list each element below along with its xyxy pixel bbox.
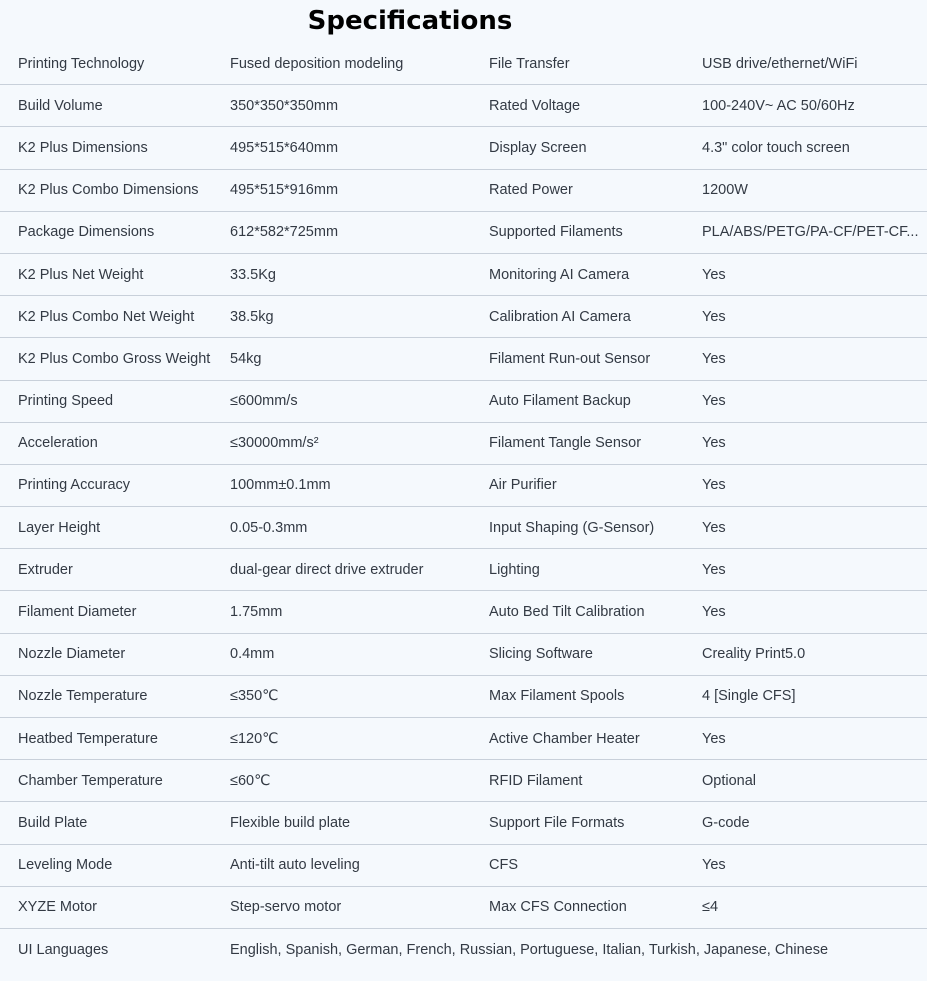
spec-value: Yes bbox=[702, 519, 726, 536]
spec-value: ≤4 bbox=[702, 899, 719, 916]
spec-label: Active Chamber Heater bbox=[489, 730, 640, 747]
spec-row bbox=[0, 465, 927, 507]
spec-label: XYZE Motor bbox=[18, 899, 97, 916]
spec-label: Acceleration bbox=[18, 435, 98, 452]
spec-value: Flexible build plate bbox=[230, 814, 351, 831]
spec-row bbox=[0, 549, 927, 591]
spec-value: 495*515*916mm bbox=[230, 182, 339, 199]
spec-value: 54kg bbox=[230, 350, 262, 367]
spec-row bbox=[0, 802, 927, 844]
spec-row bbox=[0, 634, 927, 676]
spec-value: 612*582*725mm bbox=[230, 224, 339, 241]
spec-row bbox=[0, 676, 927, 718]
spec-row bbox=[0, 43, 927, 85]
spec-value: Yes bbox=[702, 857, 726, 874]
spec-label: Printing Accuracy bbox=[18, 477, 131, 494]
spec-value: Yes bbox=[702, 435, 726, 452]
spec-label: Monitoring AI Camera bbox=[489, 266, 630, 283]
spec-label: K2 Plus Combo Gross Weight bbox=[18, 350, 211, 367]
spec-value: 4.3" color touch screen bbox=[702, 139, 850, 156]
spec-label: Filament Run-out Sensor bbox=[489, 350, 651, 367]
spec-label: Filament Tangle Sensor bbox=[489, 435, 642, 452]
spec-row bbox=[0, 423, 927, 465]
spec-value: Yes bbox=[702, 561, 726, 578]
spec-value: ≤60℃ bbox=[230, 772, 271, 789]
spec-value: Yes bbox=[702, 266, 726, 283]
spec-label: Chamber Temperature bbox=[18, 772, 163, 789]
page-title: Specifications bbox=[307, 6, 513, 36]
spec-label: UI Languages bbox=[18, 942, 109, 959]
spec-value: ≤350℃ bbox=[230, 688, 279, 705]
spec-row bbox=[0, 381, 927, 423]
spec-value: Yes bbox=[702, 350, 726, 367]
spec-label: K2 Plus Combo Dimensions bbox=[18, 182, 199, 199]
spec-label: Nozzle Temperature bbox=[18, 688, 148, 705]
spec-row bbox=[0, 296, 927, 338]
spec-row bbox=[0, 887, 927, 929]
spec-value: ≤600mm/s bbox=[230, 393, 298, 410]
spec-value: 1200W bbox=[702, 182, 748, 199]
spec-row bbox=[0, 254, 927, 296]
spec-row bbox=[0, 507, 927, 549]
spec-value: ≤120℃ bbox=[230, 730, 279, 747]
spec-label: Extruder bbox=[18, 561, 73, 578]
spec-row bbox=[0, 591, 927, 633]
spec-value: USB drive/ethernet/WiFi bbox=[702, 55, 858, 72]
spec-table bbox=[0, 43, 927, 971]
spec-label: Calibration AI Camera bbox=[489, 308, 631, 325]
spec-value: 4 [Single CFS] bbox=[702, 688, 796, 705]
spec-label: Nozzle Diameter bbox=[18, 646, 126, 663]
spec-label: Printing Speed bbox=[18, 393, 114, 410]
spec-value: 33.5Kg bbox=[230, 266, 276, 283]
spec-value: Creality Print5.0 bbox=[702, 646, 806, 663]
spec-value: Yes bbox=[702, 308, 726, 325]
spec-label: Printing Technology bbox=[18, 55, 145, 72]
spec-label: Auto Filament Backup bbox=[489, 393, 631, 410]
spec-label: K2 Plus Net Weight bbox=[18, 266, 144, 283]
spec-label: Display Screen bbox=[489, 139, 587, 156]
spec-label: File Transfer bbox=[489, 55, 570, 72]
spec-value: Step-servo motor bbox=[230, 899, 342, 916]
spec-value: ≤30000mm/s² bbox=[230, 435, 319, 452]
spec-value: Yes bbox=[702, 730, 726, 747]
spec-label: Rated Power bbox=[489, 182, 573, 199]
spec-label: CFS bbox=[489, 857, 518, 874]
spec-label: Build Volume bbox=[18, 97, 103, 114]
spec-row bbox=[0, 338, 927, 380]
spec-label: Air Purifier bbox=[489, 477, 557, 494]
spec-row bbox=[0, 845, 927, 887]
spec-value: Anti-tilt auto leveling bbox=[230, 857, 360, 874]
spec-label: Rated Voltage bbox=[489, 97, 581, 114]
spec-row bbox=[0, 85, 927, 127]
spec-value: 100mm±0.1mm bbox=[230, 477, 331, 494]
spec-value: 0.4mm bbox=[230, 646, 275, 663]
spec-label: Support File Formats bbox=[489, 814, 625, 831]
spec-value: Optional bbox=[702, 772, 757, 789]
spec-label: Lighting bbox=[489, 561, 540, 578]
spec-label: Leveling Mode bbox=[18, 857, 113, 874]
spec-row bbox=[0, 127, 927, 169]
spec-value: Yes bbox=[702, 393, 726, 410]
spec-label: K2 Plus Dimensions bbox=[18, 139, 148, 156]
spec-value: Yes bbox=[702, 604, 726, 621]
spec-value: Yes bbox=[702, 477, 726, 494]
spec-row bbox=[0, 718, 927, 760]
spec-label: Layer Height bbox=[18, 519, 101, 536]
spec-label: RFID Filament bbox=[489, 772, 583, 789]
spec-value: PLA/ABS/PETG/PA-CF/PET-CF... bbox=[702, 224, 919, 241]
spec-label: Filament Diameter bbox=[18, 604, 137, 621]
spec-row bbox=[0, 760, 927, 802]
spec-label: Package Dimensions bbox=[18, 224, 155, 241]
spec-value: G-code bbox=[702, 814, 750, 831]
spec-label: Build Plate bbox=[18, 814, 88, 831]
spec-value: English, Spanish, German, French, Russian, Portuguese, Italian, Turkish, Japanese, Chinese bbox=[230, 942, 829, 959]
spec-value: 100-240V~ AC 50/60Hz bbox=[702, 97, 855, 114]
spec-label: Max Filament Spools bbox=[489, 688, 625, 705]
spec-value: 38.5kg bbox=[230, 308, 274, 325]
spec-row-ui-languages bbox=[0, 929, 927, 971]
spec-value: dual-gear direct drive extruder bbox=[230, 561, 424, 578]
spec-label: Max CFS Connection bbox=[489, 899, 627, 916]
spec-label: Auto Bed Tilt Calibration bbox=[489, 604, 645, 621]
spec-label: Heatbed Temperature bbox=[18, 730, 158, 747]
spec-row bbox=[0, 170, 927, 212]
spec-value: 0.05-0.3mm bbox=[230, 519, 308, 536]
spec-value: 1.75mm bbox=[230, 604, 283, 621]
spec-label: Input Shaping (G-Sensor) bbox=[489, 519, 655, 536]
spec-label: K2 Plus Combo Net Weight bbox=[18, 308, 195, 325]
spec-label: Supported Filaments bbox=[489, 224, 623, 241]
spec-value: 350*350*350mm bbox=[230, 97, 339, 114]
spec-row bbox=[0, 212, 927, 254]
spec-value: Fused deposition modeling bbox=[230, 55, 404, 72]
spec-label: Slicing Software bbox=[489, 646, 593, 663]
spec-value: 495*515*640mm bbox=[230, 139, 339, 156]
